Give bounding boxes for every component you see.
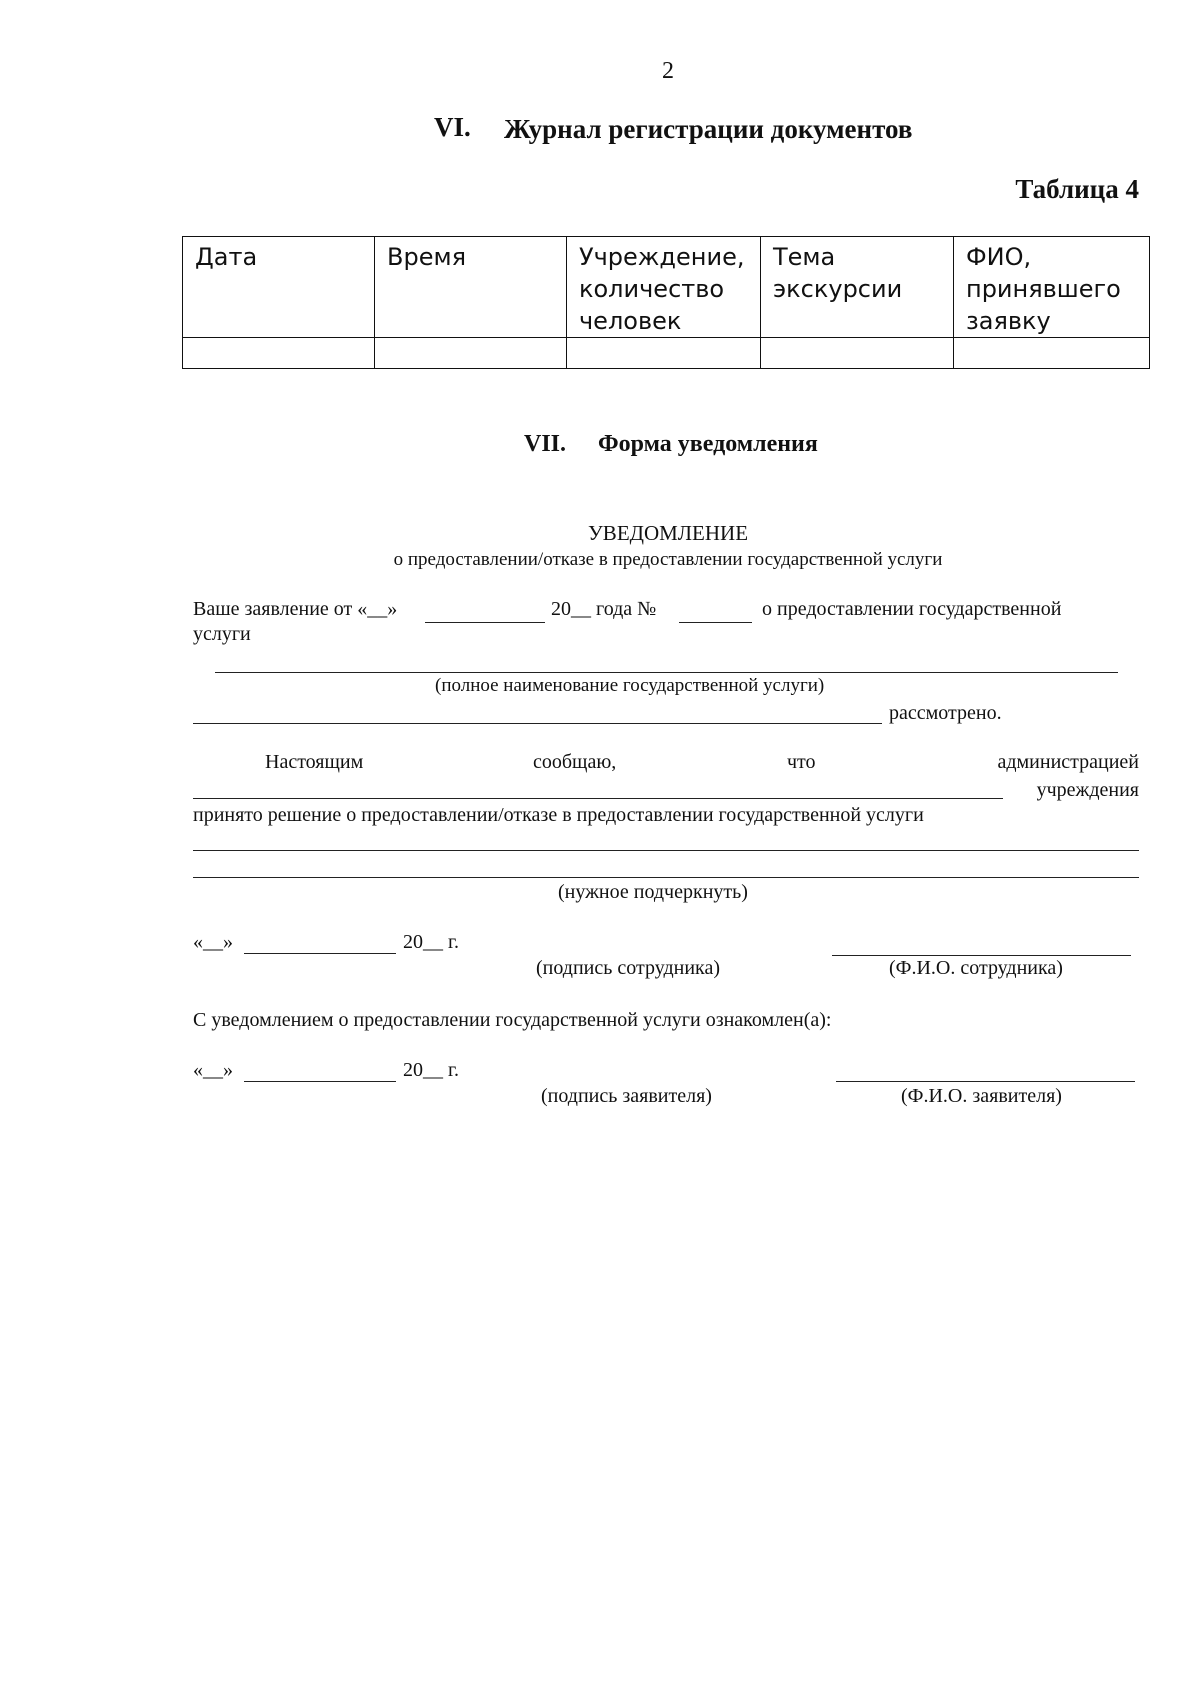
institution-text: учреждения: [1036, 779, 1139, 801]
inform-word: что: [787, 751, 816, 773]
applicant-signature-caption: (подпись заявителя): [541, 1085, 712, 1107]
table-cell: [761, 338, 954, 369]
inform-word: администрацией: [997, 751, 1139, 773]
date-blank-line: [244, 953, 396, 954]
date-quote: «__»: [193, 1059, 233, 1081]
considered-text: рассмотрено.: [889, 702, 1002, 724]
table-cell: [954, 338, 1150, 369]
acquainted-text: С уведомлением о предоставлении государственной услуги ознакомлен(а):: [193, 1009, 832, 1031]
number-blank-line: [679, 622, 752, 623]
inform-word: сообщаю,: [533, 751, 617, 773]
section-6-title: Журнал регистрации документов: [504, 114, 913, 144]
decision-line-1: [193, 850, 1139, 851]
date-blank-line: [244, 1081, 396, 1082]
table-cell: [183, 338, 375, 369]
section-6-number: VI.: [434, 112, 471, 142]
service-name-caption: (полное наименование государственной услуги): [435, 675, 825, 696]
table-header-cell: Дата: [183, 237, 375, 338]
applicant-name-line: [836, 1081, 1135, 1082]
notice-subheading: о предоставлении/отказе в предоставлении государственной услуги: [393, 549, 943, 570]
table-cell: [375, 338, 567, 369]
date-quote: «__»: [193, 931, 233, 953]
table-header-row: [183, 237, 1150, 338]
statement-service-text: о предоставлении государственной: [762, 598, 1062, 620]
journal-table: [182, 236, 1150, 369]
notice-heading: УВЕДОМЛЕНИЕ: [587, 521, 749, 545]
employee-name-line: [832, 955, 1131, 956]
statement-year-text: 20__ года №: [551, 598, 657, 620]
section-7-number: VII.: [524, 431, 567, 457]
applicant-name-caption: (Ф.И.О. заявителя): [901, 1085, 1062, 1107]
page-number: 2: [662, 58, 674, 84]
section-7-title: Форма уведомления: [598, 431, 818, 457]
administration-line: [193, 798, 1003, 799]
statement-date-text: Ваше заявление от «__»: [193, 598, 398, 620]
underline-note: (нужное подчеркнуть): [558, 881, 748, 903]
table-row: [183, 338, 1150, 369]
table-header-cell: Тема экскурсии: [761, 237, 954, 338]
service-name-line: [215, 672, 1118, 673]
decision-text: принято решение о предоставлении/отказе в предоставлении государственной услуги: [193, 804, 924, 826]
table-label: Таблица 4: [1015, 174, 1139, 204]
year-text: 20__ г.: [403, 1059, 459, 1081]
employee-name-caption: (Ф.И.О. сотрудника): [889, 957, 1063, 979]
table-header-cell: Время: [375, 237, 567, 338]
service-name-continuation-line: [193, 723, 882, 724]
statement-service-word: услуги: [193, 623, 251, 645]
date-blank-line: [425, 622, 545, 623]
table-cell: [567, 338, 761, 369]
table-header-cell: ФИО, принявшего заявку: [954, 237, 1150, 338]
decision-line-2: [193, 877, 1139, 878]
year-text: 20__ г.: [403, 931, 459, 953]
table-header-cell: Учреждение, количество человек: [567, 237, 761, 338]
inform-word: Настоящим: [265, 751, 364, 773]
employee-signature-caption: (подпись сотрудника): [536, 957, 720, 979]
